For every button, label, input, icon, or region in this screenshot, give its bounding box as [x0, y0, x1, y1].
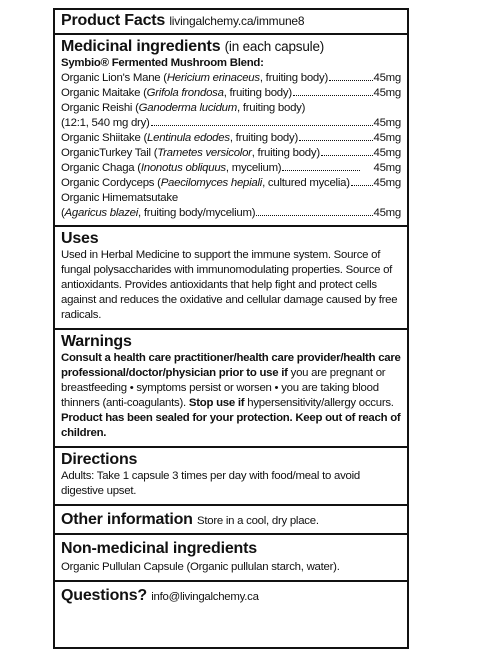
ingredient-row: Organic Maitake (Grifola frondosa, fruiting body) 45mg	[61, 87, 401, 99]
ingredient-amount: 45mg	[373, 207, 401, 219]
ingredient-row-cont: (12:1, 540 mg dry) 45mg	[61, 117, 401, 129]
ingredient-row: Organic Cordyceps (Paecilomyces hepiali, cultured mycelia) 45mg	[61, 177, 401, 189]
questions-heading: Questions?	[61, 587, 148, 604]
ingredient-row-cont: (Agaricus blazei, fruiting body/mycelium) 45mg	[61, 207, 401, 219]
leader-dots	[329, 80, 372, 81]
questions-section	[55, 582, 407, 608]
ingredient-amount: 45mg	[373, 132, 401, 144]
contact-email[interactable]: info@livingalchemy.ca	[151, 591, 259, 603]
ingredient-row: Organic Lion's Mane (Hericium erinaceus, fruiting body) 45mg	[61, 72, 401, 84]
uses-text: Used in Herbal Medicine to support the immune system. Source of fungal polysaccharides with immunomodulating properties. Source of antioxidants. Provides antioxidants that help fight and protect cells against and reduces the oxidative and cellular damage caused by free radicals.	[61, 249, 398, 321]
uses-heading: Uses	[61, 230, 99, 247]
product-facts-header	[55, 10, 407, 35]
directions-heading: Directions	[61, 451, 138, 468]
leader-dots	[282, 170, 359, 171]
ingredient-row: Organic Shiitake (Lentinula edodes, fruiting body) 45mg	[61, 132, 401, 144]
ingredient-row: OrganicTurkey Tail (Trametes versicolor, fruiting body) 45mg	[61, 147, 401, 159]
ingredient-amount: 45mg	[373, 72, 401, 84]
leader-dots	[299, 140, 373, 141]
ingredient-amount: 45mg	[373, 177, 401, 189]
product-facts-panel	[53, 8, 409, 649]
ingredient-amount: 45mg	[373, 87, 401, 99]
uses-section	[55, 227, 407, 330]
warnings-section	[55, 330, 407, 448]
other-information-heading: Other information	[61, 511, 193, 528]
product-url: livingalchemy.ca/immune8	[169, 14, 305, 28]
product-facts-heading: Product Facts	[61, 12, 166, 29]
other-information-section	[55, 506, 407, 535]
ingredient-amount: 45mg	[373, 117, 401, 129]
medicinal-subheading: (in each capsule)	[224, 39, 325, 54]
directions-section	[55, 448, 407, 506]
other-information-text: Store in a cool, dry place.	[196, 515, 319, 527]
directions-text: Adults: Take 1 capsule 3 times per day with food/meal to avoid digestive upset.	[61, 470, 360, 497]
non-medicinal-heading: Non-medicinal ingredients	[61, 540, 257, 557]
warnings-text: Consult a health care practitioner/health care provider/health care professional/doctor/physician prior to use if you are pregnant or breastfeeding • symptoms persist or worsen • you are taking blood thinners (anti-coagulants). Stop use if hypersensitivity/allergy occurs. Product has been sealed for your protection. Keep out of reach of children.	[61, 352, 401, 439]
ingredient-amount: 45mg	[373, 162, 401, 174]
non-medicinal-section	[55, 535, 407, 582]
leader-dots	[321, 155, 373, 156]
medicinal-heading: Medicinal ingredients	[61, 38, 221, 55]
warnings-heading: Warnings	[61, 333, 132, 350]
ingredient-row: Organic Reishi (Ganoderma lucidum, fruiting body)	[61, 102, 306, 114]
leader-dots	[151, 125, 373, 126]
leader-dots	[293, 95, 373, 96]
leader-dots	[351, 185, 373, 186]
ingredient-row: Organic Himematsutake	[61, 192, 178, 204]
leader-dots	[256, 215, 372, 216]
blend-title: Symbio® Fermented Mushroom Blend:	[61, 57, 264, 69]
medicinal-ingredients-section	[55, 35, 407, 227]
ingredient-row: Organic Chaga (Inonotus obliquus, mycelium) 45mg	[61, 162, 401, 174]
non-medicinal-text: Organic Pullulan Capsule (Organic pullulan starch, water).	[61, 561, 340, 573]
ingredient-amount: 45mg	[373, 147, 401, 159]
